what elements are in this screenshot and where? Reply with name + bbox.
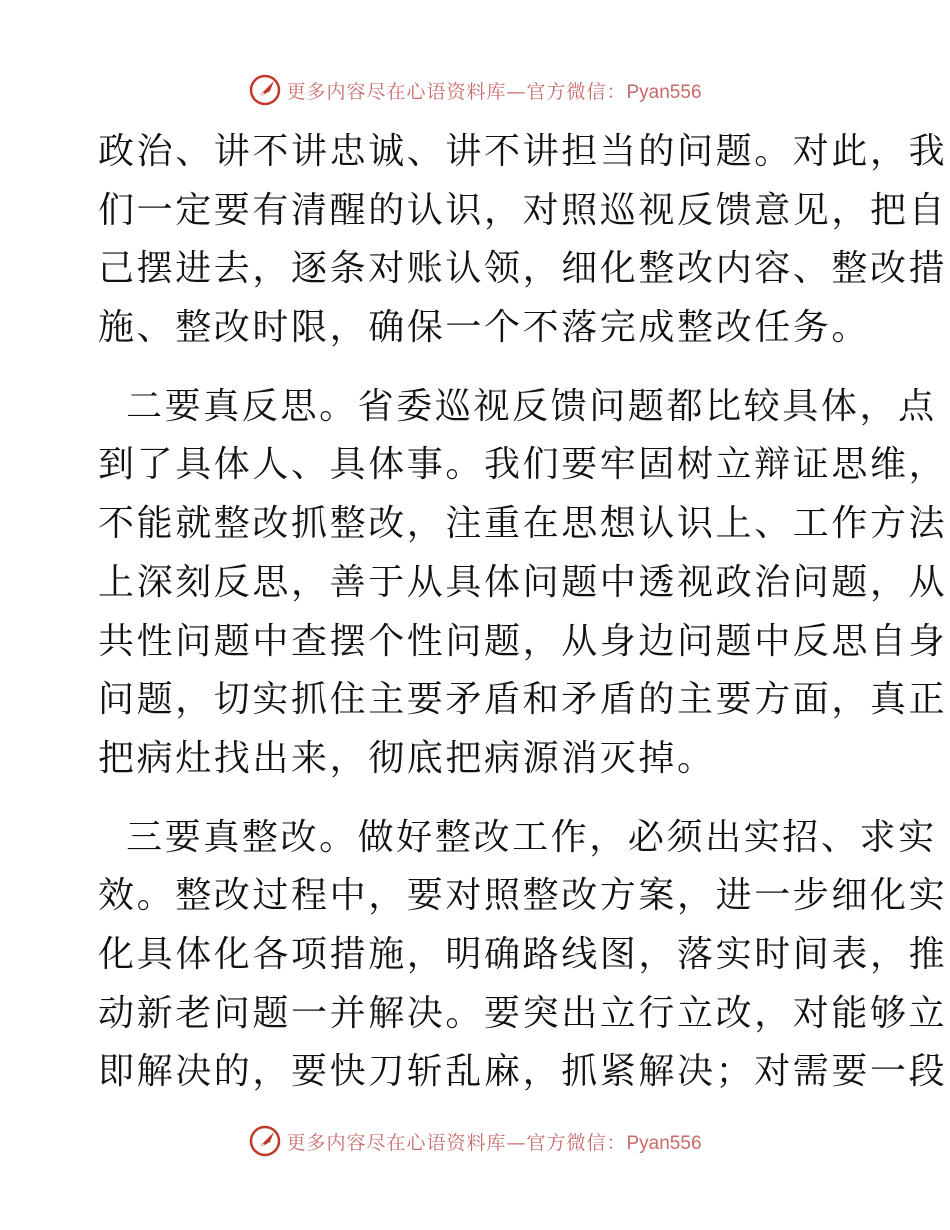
wechat-id: Pyan556	[626, 1132, 702, 1154]
text-line: 动新老问题一并解决。要突出立行立改，对能够立	[98, 992, 948, 1034]
text-line: 己摆进去，逐条对账认领，细化整改内容、整改措	[98, 248, 948, 290]
footer-watermark	[0, 1121, 950, 1161]
text-line: 到了具体人、具体事。我们要牢固树立辩证思维，	[98, 444, 948, 486]
paragraph	[98, 123, 948, 358]
watermark-text: 更多内容尽在心语资料库—官方微信：Pyan556	[286, 80, 702, 103]
text-line: 化具体化各项措施，明确路线图，落实时间表，推	[98, 933, 948, 975]
watermark-text: 更多内容尽在心语资料库—官方微信：Pyan556	[286, 1131, 702, 1154]
text-line: 二要真反思。省委巡视反馈问题都比较具体，点	[98, 385, 937, 427]
text-line: 政治、讲不讲忠诚、讲不讲担当的问题。对此，我	[98, 131, 948, 172]
document-body	[98, 123, 948, 1102]
quill-logo-icon	[248, 1124, 282, 1158]
text-line: 问题，切实抓住主要矛盾和矛盾的主要方面，真正	[98, 679, 948, 721]
paragraph	[98, 378, 948, 789]
text-line: 共性问题中查摆个性问题，从身边问题中反思自身	[98, 620, 948, 662]
text-line: 即解决的，要快刀斩乱麻，抓紧解决；对需要一段	[98, 1051, 948, 1093]
text-line: 三要真整改。做好整改工作，必须出实招、求实	[98, 816, 937, 858]
wechat-id: Pyan556	[626, 81, 702, 103]
text-line: 不能就整改抓整改，注重在思想认识上、工作方法	[98, 503, 948, 545]
text-line: 们一定要有清醒的认识，对照巡视反馈意见，把自	[98, 189, 948, 231]
header-watermark	[0, 70, 950, 110]
text-line: 施、整改时限，确保一个不落完成整改任务。	[98, 307, 871, 349]
text-line: 效。整改过程中，要对照整改方案，进一步细化实	[98, 875, 948, 917]
paragraph	[98, 809, 948, 1102]
text-line: 上深刻反思，善于从具体问题中透视政治问题，从	[98, 561, 948, 603]
quill-logo-icon	[248, 73, 282, 107]
text-line: 把病灶找出来，彻底把病源消灭掉。	[98, 737, 716, 779]
